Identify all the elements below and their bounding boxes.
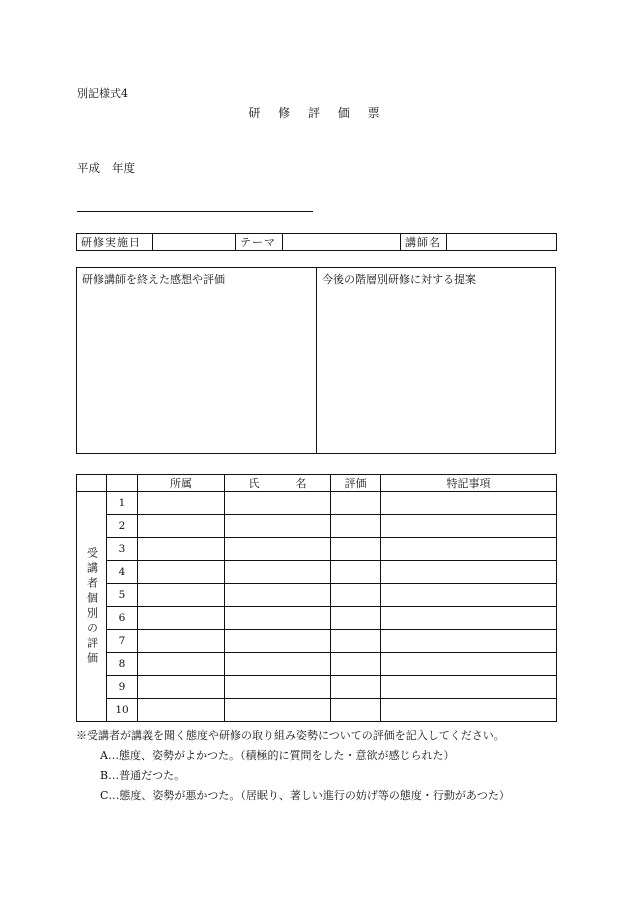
rating-cell[interactable] (331, 515, 381, 538)
table-row (77, 607, 557, 630)
row-number: 9 (107, 676, 138, 699)
name-cell[interactable] (225, 676, 331, 699)
impression-label: 研修講師を終えた感想や評価 (82, 273, 225, 286)
affiliation-cell[interactable] (138, 676, 225, 699)
remarks-cell[interactable] (381, 699, 557, 722)
impression-field[interactable] (77, 268, 317, 453)
remarks-cell[interactable] (381, 561, 557, 584)
name-cell[interactable] (225, 653, 331, 676)
remarks-cell[interactable] (381, 607, 557, 630)
table-header-row (77, 475, 557, 492)
era-label: 平成 (77, 161, 100, 175)
affiliation-cell[interactable] (138, 584, 225, 607)
affiliation-cell[interactable] (138, 653, 225, 676)
remarks-cell[interactable] (381, 515, 557, 538)
affiliation-cell[interactable] (138, 607, 225, 630)
row-number: 2 (107, 515, 138, 538)
proposal-label: 今後の階層別研修に対する提案 (322, 273, 476, 286)
name-cell[interactable] (225, 538, 331, 561)
lecturer-label: 講師名 (401, 234, 447, 251)
note-main: ※受講者が講義を聞く態度や研修の取り組み姿勢についての評価を記入してください。 (76, 729, 505, 742)
row-number: 1 (107, 492, 138, 515)
affiliation-cell[interactable] (138, 699, 225, 722)
remarks-cell[interactable] (381, 630, 557, 653)
side-label: 受講者個別の評価 (85, 546, 99, 667)
era-suffix: 年度 (112, 161, 135, 175)
header-remarks: 特記事項 (381, 475, 557, 492)
name-cell[interactable] (225, 607, 331, 630)
theme-field[interactable] (283, 234, 401, 251)
note-b: B…普通だつた。 (100, 769, 186, 782)
remarks-cell[interactable] (381, 653, 557, 676)
name-cell[interactable] (225, 515, 331, 538)
header-blank-no (107, 475, 138, 492)
header-name-right: 名 (295, 477, 307, 490)
rating-cell[interactable] (331, 538, 381, 561)
remarks-cell[interactable] (381, 538, 557, 561)
name-underline[interactable] (77, 211, 313, 212)
rating-cell[interactable] (331, 653, 381, 676)
note-c: C…態度、姿勢が悪かつた。（居眠り、著しい進行の妨げ等の態度・行動があつた） (100, 789, 510, 802)
rating-cell[interactable] (331, 584, 381, 607)
rating-cell[interactable] (331, 492, 381, 515)
affiliation-cell[interactable] (138, 561, 225, 584)
row-number: 10 (107, 699, 138, 722)
side-label-cell (77, 492, 107, 722)
table-row (77, 538, 557, 561)
proposal-field[interactable] (317, 268, 555, 453)
table-row (77, 584, 557, 607)
header-affiliation: 所属 (138, 475, 225, 492)
table-row (77, 699, 557, 722)
info-table (76, 233, 557, 251)
table-row (77, 630, 557, 653)
table-row (77, 561, 557, 584)
table-row (77, 492, 557, 515)
name-cell[interactable] (225, 699, 331, 722)
rating-cell[interactable] (331, 699, 381, 722)
lecturer-field[interactable] (447, 234, 557, 251)
name-cell[interactable] (225, 492, 331, 515)
header-name (225, 475, 331, 492)
rating-cell[interactable] (331, 607, 381, 630)
header-rating: 評価 (331, 475, 381, 492)
name-cell[interactable] (225, 584, 331, 607)
date-label: 研修実施日 (77, 234, 153, 251)
remarks-cell[interactable] (381, 584, 557, 607)
notes (76, 726, 510, 806)
page-title: 研 修 評 価 票 (248, 106, 382, 120)
row-number: 5 (107, 584, 138, 607)
rating-cell[interactable] (331, 630, 381, 653)
theme-label: テーマ (236, 234, 283, 251)
row-number: 8 (107, 653, 138, 676)
header-name-left: 氏 (248, 477, 260, 490)
affiliation-cell[interactable] (138, 492, 225, 515)
form-id: 別記様式4 (77, 87, 128, 100)
affiliation-cell[interactable] (138, 515, 225, 538)
row-number: 4 (107, 561, 138, 584)
affiliation-cell[interactable] (138, 538, 225, 561)
date-field[interactable] (153, 234, 236, 251)
evaluation-table (76, 474, 557, 722)
remarks-cell[interactable] (381, 492, 557, 515)
row-number: 7 (107, 630, 138, 653)
rating-cell[interactable] (331, 676, 381, 699)
table-row (77, 653, 557, 676)
affiliation-cell[interactable] (138, 630, 225, 653)
table-row (77, 676, 557, 699)
table-row (77, 515, 557, 538)
header-blank-side (77, 475, 107, 492)
fiscal-year (77, 160, 135, 176)
row-number: 3 (107, 538, 138, 561)
note-a: A…態度、姿勢がよかつた。（積極的に質問をした・意欲が感じられた） (100, 749, 455, 762)
row-number: 6 (107, 607, 138, 630)
name-cell[interactable] (225, 630, 331, 653)
comment-box (76, 267, 556, 454)
name-cell[interactable] (225, 561, 331, 584)
rating-cell[interactable] (331, 561, 381, 584)
remarks-cell[interactable] (381, 676, 557, 699)
